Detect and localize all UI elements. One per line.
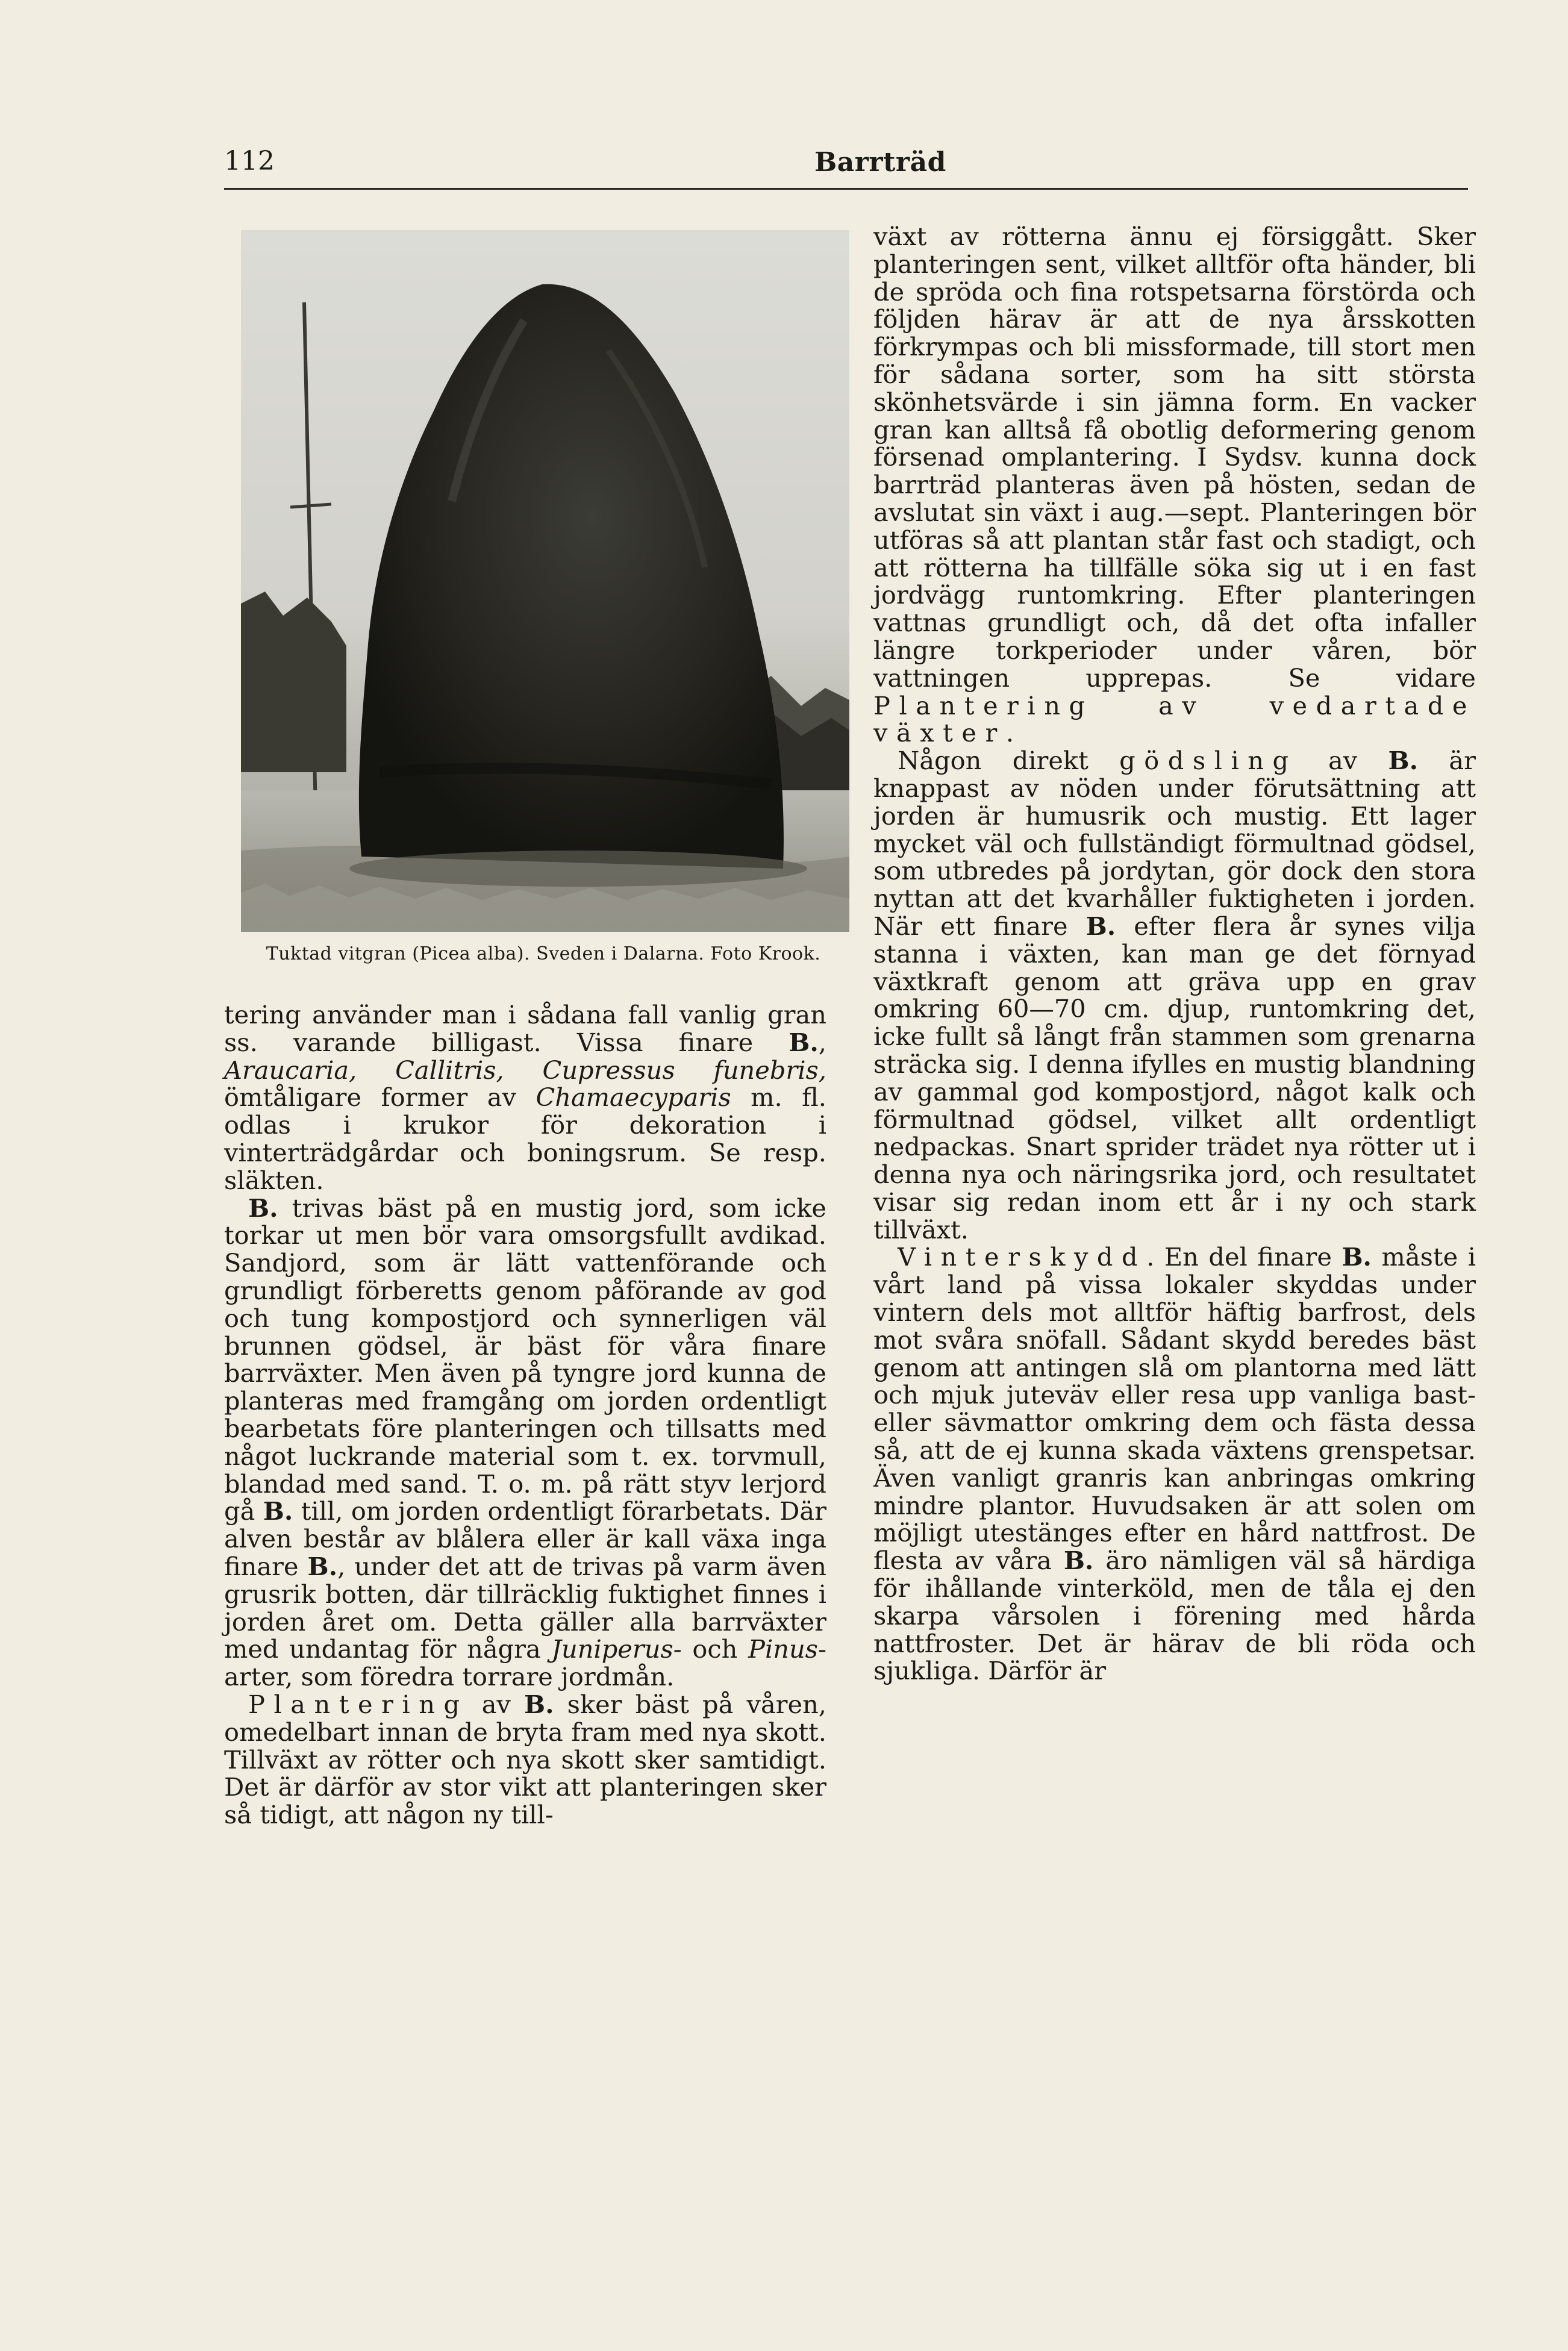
genus-name: Juniperus- (551, 1634, 682, 1664)
text-run: växt av rötterna ännu ej försiggått. Sker planteringen sent, vilket alltför ofta händer, bli de spröda och fina rotspetsarna förstörda och följden härav är att de nya årsskotten förkrympas och bli missformade, till stort men för sådana sorter, som ha sitt största skönhetsvärde i sin jämna form. En vacker gran kan alltså få obotlig deformering genom försenad omplantering. I Sydsv. kunna dock barrträd planteras även på hösten, sedan de avslutat sin växt i aug.—sept. Planteringen bör utföras så att plantan står fast och stadigt, och att rötterna ha tillfälle söka sig ut i en fast jordvägg runtomkring. Efter planteringen vattnas grundligt och, då det ofta infaller längre torkperioder under våren, bör vattningen upprepas. Se vidare (873, 222, 1476, 693)
paragraph (873, 747, 1476, 1243)
paragraph (873, 223, 1476, 747)
abbreviation: B. (1342, 1242, 1372, 1272)
text-run: till, om jorden ordentligt förarbetats. Där alven består av blålera eller är kall växa inga finare (224, 1496, 827, 1581)
page-number: 112 (224, 146, 275, 176)
text-run: trivas bäst på en mustig jord, som icke torkar ut men bör vara omsorgsfullt avdikad. Sandjord, som är lätt vattenförande och grundligt förberetts genom påförande av god och tung kompostjord och synnerligen väl brunnen gödsel, är bäst för våra finare barrväxter. Men även på tyngre jord kunna de planteras med framgång om jorden ordentligt bearbetats före planteringen och tillsatts med något luckrande material som t. ex. torvmull, blandad med sand. T. o. m. på rätt styv lerjord gå (224, 1193, 826, 1526)
text-run: m. fl. odlas i krukor för dekoration i vinterträdgårdar och boningsrum. Se resp. släkten. (224, 1082, 826, 1195)
text-run: ömtåligare former av (224, 1082, 536, 1113)
tree-photo-illustration (241, 230, 849, 932)
abbreviation: B. (263, 1496, 293, 1526)
spaced-term: Plantering (248, 1689, 469, 1719)
abbreviation: B. (248, 1193, 278, 1223)
paragraph (224, 1001, 826, 1194)
running-title: Barrträd (814, 147, 946, 178)
text-run: av (1297, 746, 1388, 776)
genus-name: Pinus (748, 1634, 818, 1664)
abbreviation: B. (307, 1551, 338, 1581)
abbreviation: B. (1063, 1546, 1094, 1576)
text-run: äro nämligen väl så härdiga för ihållande vinterköld, men de tåla ej den skarpa vårsolen i förening med hårda nattfroster. Det är härav de bli röda och sjukliga. Därför är (873, 1546, 1476, 1686)
paragraph (224, 1194, 826, 1691)
paragraph (873, 1243, 1476, 1685)
text-run: . (1005, 718, 1014, 748)
text-run: sker bäst på våren, omedelbart innan de bryta fram med nya skott. Tillväxt av rötter och nya skott sker samtidigt. Det är därför av stor vikt att planteringen sker så tidigt, att någon ny till- (224, 1689, 826, 1830)
abbreviation: B. (1085, 911, 1116, 941)
genus-name: Chamaecyparis (536, 1082, 731, 1113)
abbreviation: B. (1388, 746, 1419, 776)
text-run: , under det att de trivas på varm även grusrik botten, där tillräcklig fuktighet finnes i jorden året om. Detta gäller alla barrväxter med undantag för några (224, 1551, 826, 1664)
paragraph (224, 1691, 826, 1829)
genus-names: Araucaria, Callitris, Cupressus funebris, (224, 1055, 826, 1085)
text-run: . En del finare (1146, 1242, 1342, 1272)
tree-photo (241, 230, 849, 932)
header-rule (224, 188, 1468, 190)
text-run: tering använder man i sådana fall vanlig gran ss. varande billigast. Vissa finare (224, 1000, 826, 1057)
text-run: måste i vårt land på vissa lokaler skyddas under vintern dels mot alltför häftig barfrost, dels mot svåra snöfall. Sådant skydd beredes bäst genom att antingen slå om plantorna med lätt och mjuk juteväv eller resa upp vanliga bast- eller sävmattor omkring dem och fästa dessa så, att de ej kunna skada växtens grenspetsar. Även vanligt granris kan anbringas omkring mindre plantor. Huvudsaken är att solen om möjligt utestänges efter en hård nattfrost. De flesta av våra (873, 1242, 1476, 1576)
abbreviation: B. (789, 1027, 819, 1057)
spaced-term: Plantering av vedartade växter (873, 690, 1476, 748)
text-run: , (818, 1027, 826, 1057)
text-run: av (468, 1689, 525, 1719)
text-run: -arter, som föredra torrare jordmån. (224, 1634, 826, 1692)
page-header (224, 140, 1468, 194)
text-run: Någon direkt (898, 746, 1120, 776)
spaced-term: gödsling (1119, 746, 1298, 776)
left-column (224, 1001, 826, 1829)
text-run: och (681, 1634, 749, 1664)
abbreviation: B. (524, 1689, 554, 1719)
figure-caption: Tuktad vitgran (Picea alba). Sveden i Dalarna. Foto Krook. (266, 943, 821, 964)
text-run: är knappast av nöden under förutsättning att jorden är humusrik och mustig. Ett lager mycket väl och fullständigt förmultnad gödsel, som utbredes på jordytan, gör dock den stora nyttan att det kvarhåller fuktigheten i jorden. När ett finare (873, 746, 1476, 941)
text-run: efter flera år synes vilja stanna i växten, kan man ge det förnyad växtkraft genom att gräva upp en grav omkring 60—70 cm. djup, runtomkring det, icke fullt så långt från stammen som grenarna sträcka sig. I denna ifylles en mustig blandning av gammal god kompostjord, något kalk och förmultnad gödsel, vilket allt ordentligt nedpackas. Snart sprider trädet nya rötter ut i denna nya och näringsrika jord, och resultatet visar sig redan inom ett år i ny och stark tillväxt. (873, 911, 1476, 1244)
spaced-term: Vinterskydd (898, 1242, 1147, 1272)
right-column (873, 223, 1476, 1685)
